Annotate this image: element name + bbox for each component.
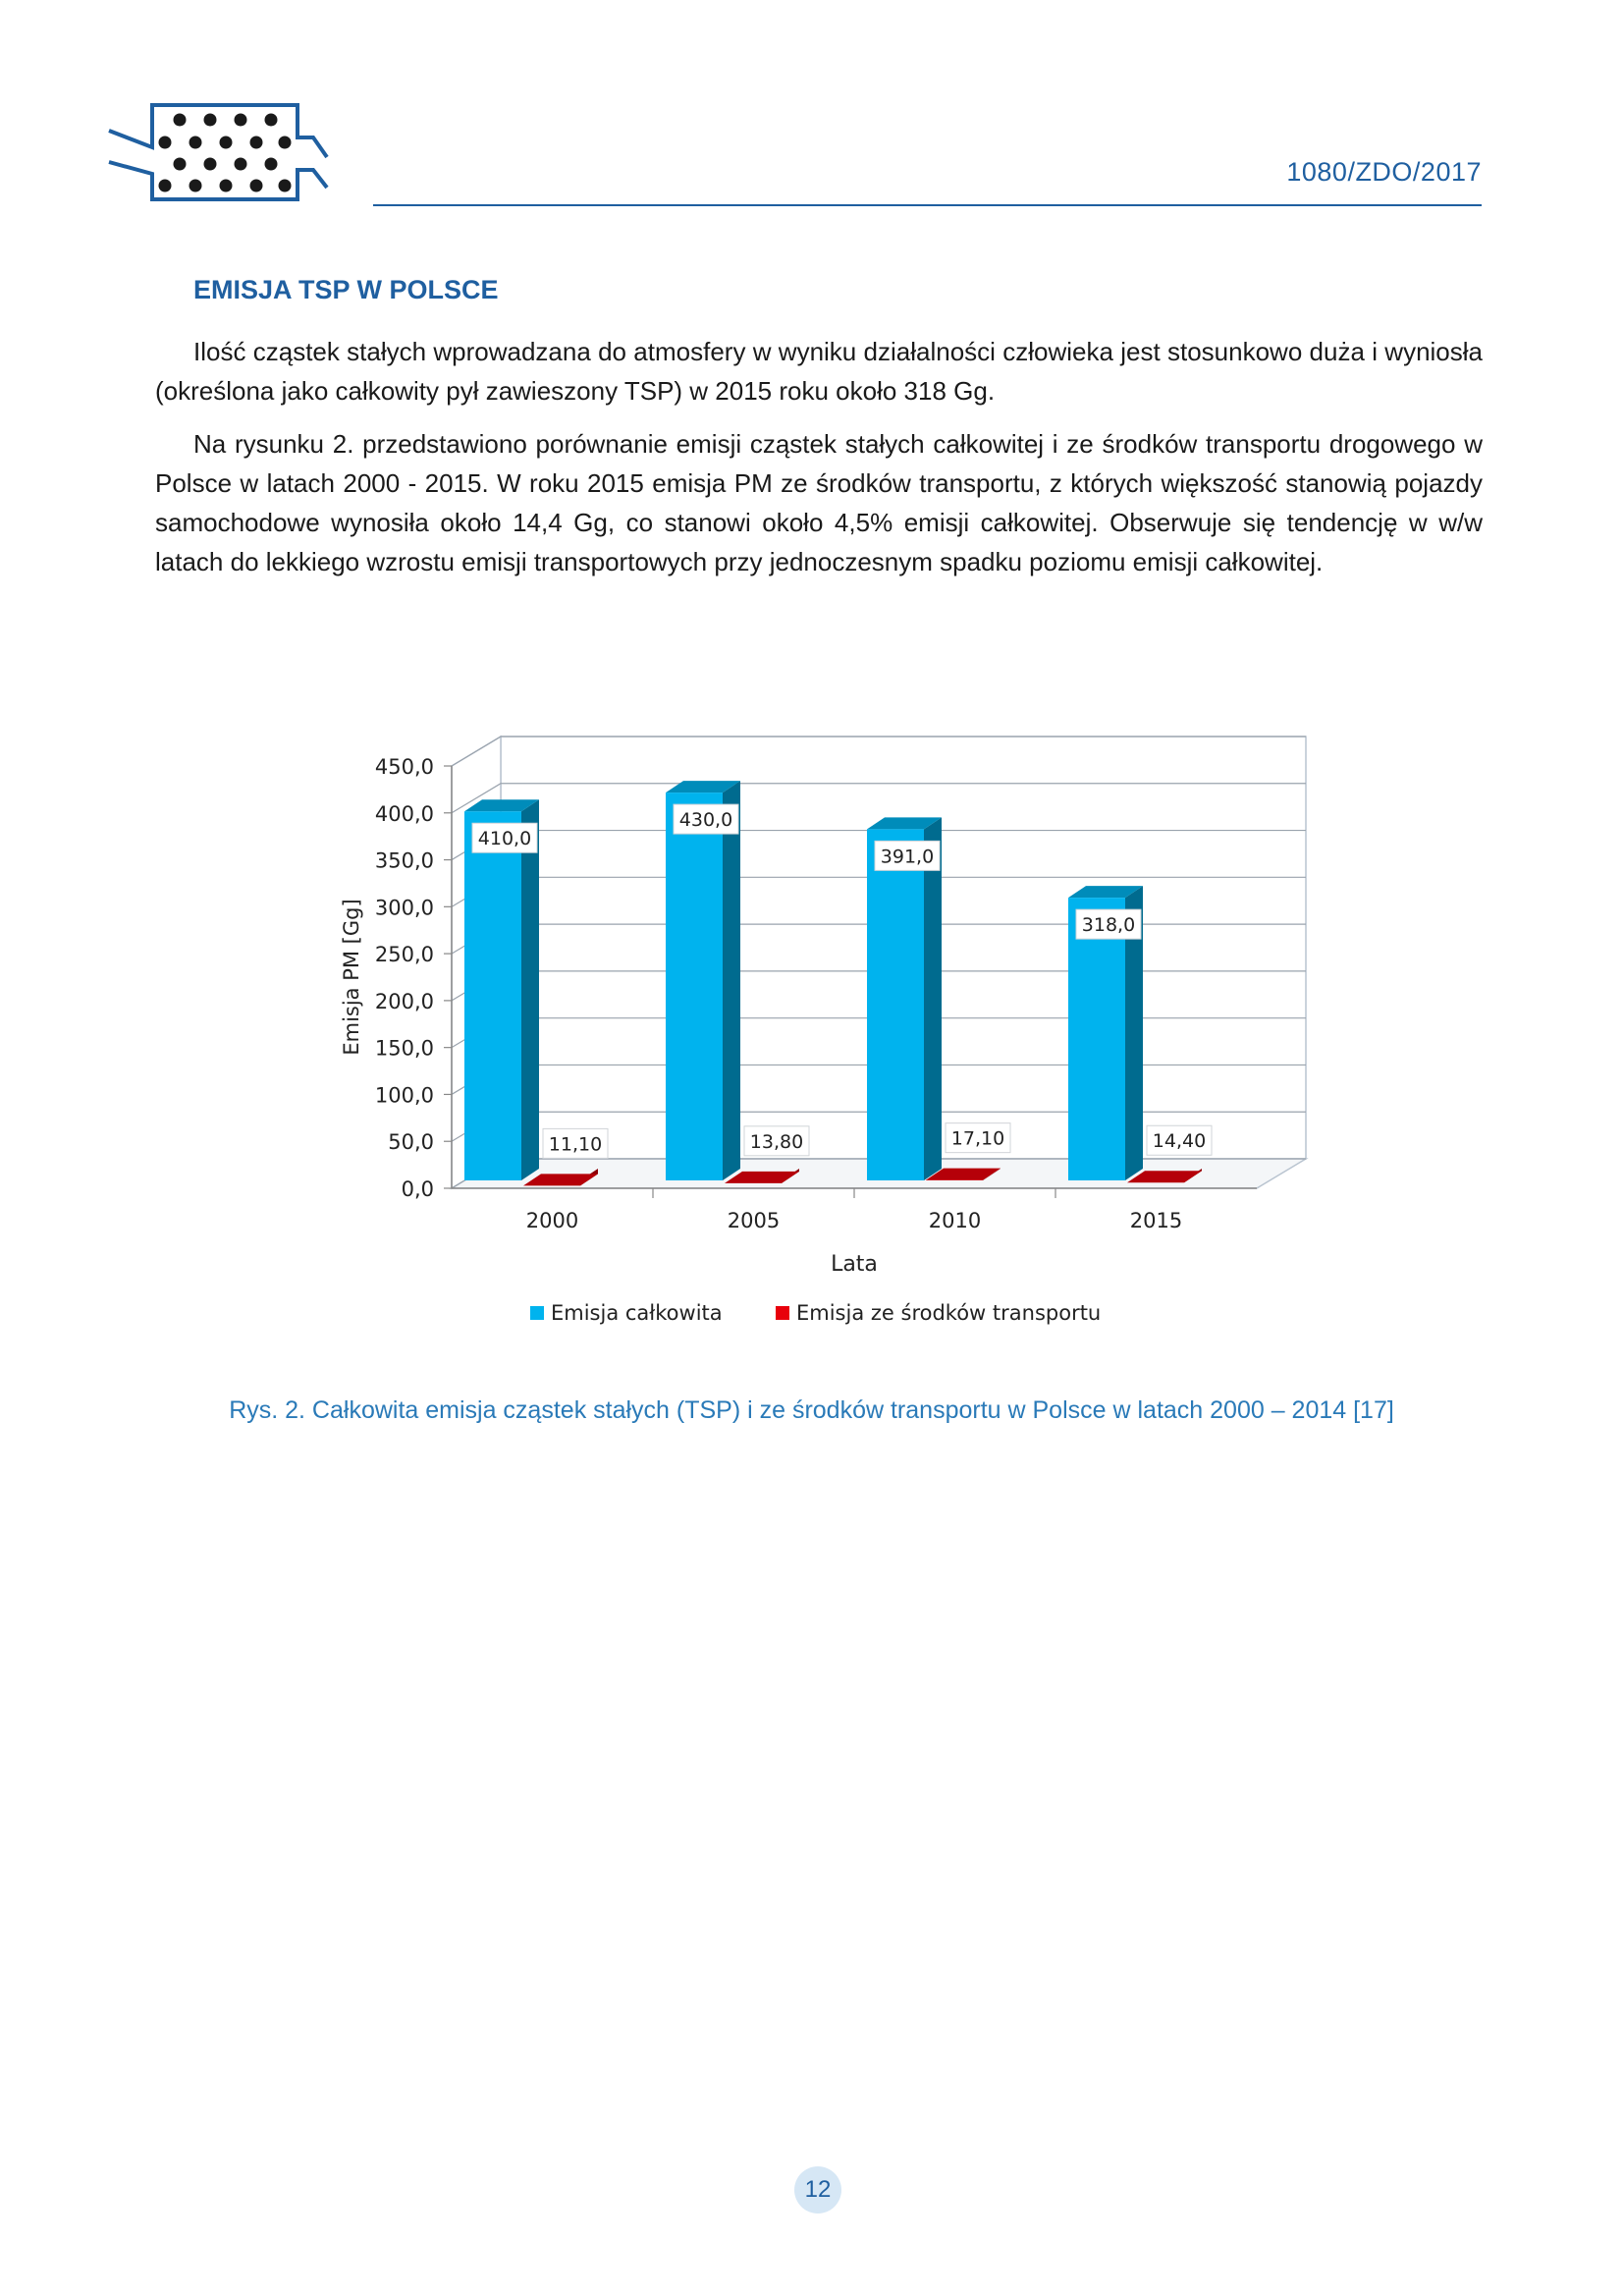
data-label-2000-2: 11,10 bbox=[548, 1133, 603, 1156]
y-tick-label: 250,0 bbox=[374, 943, 434, 967]
legend-swatch-2 bbox=[776, 1306, 789, 1320]
data-label-2000-1: 410,0 bbox=[477, 828, 532, 850]
y-tick-label: 50,0 bbox=[388, 1130, 434, 1155]
legend-swatch-1 bbox=[530, 1306, 544, 1320]
data-label-2005-2: 13,80 bbox=[749, 1130, 804, 1153]
bar-2015-series-1 bbox=[1068, 898, 1125, 1180]
section-title: EMISJA TSP W POLSCE bbox=[193, 275, 499, 304]
y-tick-label: 300,0 bbox=[374, 896, 434, 920]
data-label-2010-1: 391,0 bbox=[880, 846, 935, 868]
document-number: 1080/ZDO/2017 bbox=[1286, 157, 1482, 187]
y-tick-label: 200,0 bbox=[374, 989, 434, 1013]
data-label-2010-2: 17,10 bbox=[950, 1127, 1005, 1150]
data-label-2015-2: 14,40 bbox=[1152, 1130, 1207, 1153]
bar-side-2000-1 bbox=[521, 799, 539, 1180]
bar-2000-series-1 bbox=[464, 811, 521, 1180]
y-axis-title: Emisja PM [Gg] bbox=[340, 899, 363, 1056]
y-tick-label: 350,0 bbox=[374, 848, 434, 873]
y-tick-label: 100,0 bbox=[374, 1083, 434, 1108]
x-tick-label: 2015 bbox=[1129, 1209, 1183, 1232]
y-tick-label: 0,0 bbox=[401, 1177, 434, 1201]
x-axis-title: Lata bbox=[831, 1252, 878, 1277]
emission-bar-chart bbox=[324, 722, 1325, 1350]
y-tick-label: 450,0 bbox=[374, 755, 434, 779]
legend-label-2: Emisja ze środków transportu bbox=[796, 1301, 1102, 1325]
bar-2010-series-1 bbox=[867, 829, 924, 1180]
data-label-2015-1: 318,0 bbox=[1081, 914, 1136, 937]
x-tick-label: 2000 bbox=[525, 1209, 579, 1232]
y-tick-label: 150,0 bbox=[374, 1036, 434, 1061]
page-number: 12 bbox=[794, 2166, 841, 2214]
legend-label-1: Emisja całkowita bbox=[551, 1301, 723, 1325]
bar-side-2010-1 bbox=[924, 817, 942, 1180]
data-label-2005-1: 430,0 bbox=[678, 809, 733, 832]
bar-2005-series-1 bbox=[666, 793, 723, 1180]
paragraph-2: Na rysunku 2. przedstawiono porównanie emisji cząstek stałych całkowitej i ze środków transportu drogowego w Polsce w latach 2000 - 2015. W roku 2015 emisja PM ze środków transportu, z których większość stanowią pojazdy samochodowe wynosiła około 14,4 Gg, co stanowi około 4,5% emisji całkowitej. Obserwuje się tendencję w w/w latach do lekkiego wzrostu emisji transportowych przy jednoczesnym spadku poziomu emisji całkowitej. bbox=[155, 429, 1483, 576]
bar-side-2005-1 bbox=[723, 781, 740, 1180]
particle-filter-icon bbox=[103, 103, 349, 201]
x-tick-label: 2005 bbox=[727, 1209, 781, 1232]
y-tick-label: 400,0 bbox=[374, 801, 434, 826]
paragraph-1: Ilość cząstek stałych wprowadzana do atmosfery w wyniku działalności człowieka jest stosunkowo duża i wyniosła (określona jako całkowity pył zawieszony TSP) w 2015 roku około 318 Gg. bbox=[155, 337, 1483, 406]
header-divider bbox=[373, 204, 1482, 206]
figure-caption: Rys. 2. Całkowita emisja cząstek stałych (TSP) i ze środków transportu w Polsce w latach 2000 – 2014 [17] bbox=[229, 1396, 1394, 1424]
x-tick-label: 2010 bbox=[928, 1209, 982, 1232]
